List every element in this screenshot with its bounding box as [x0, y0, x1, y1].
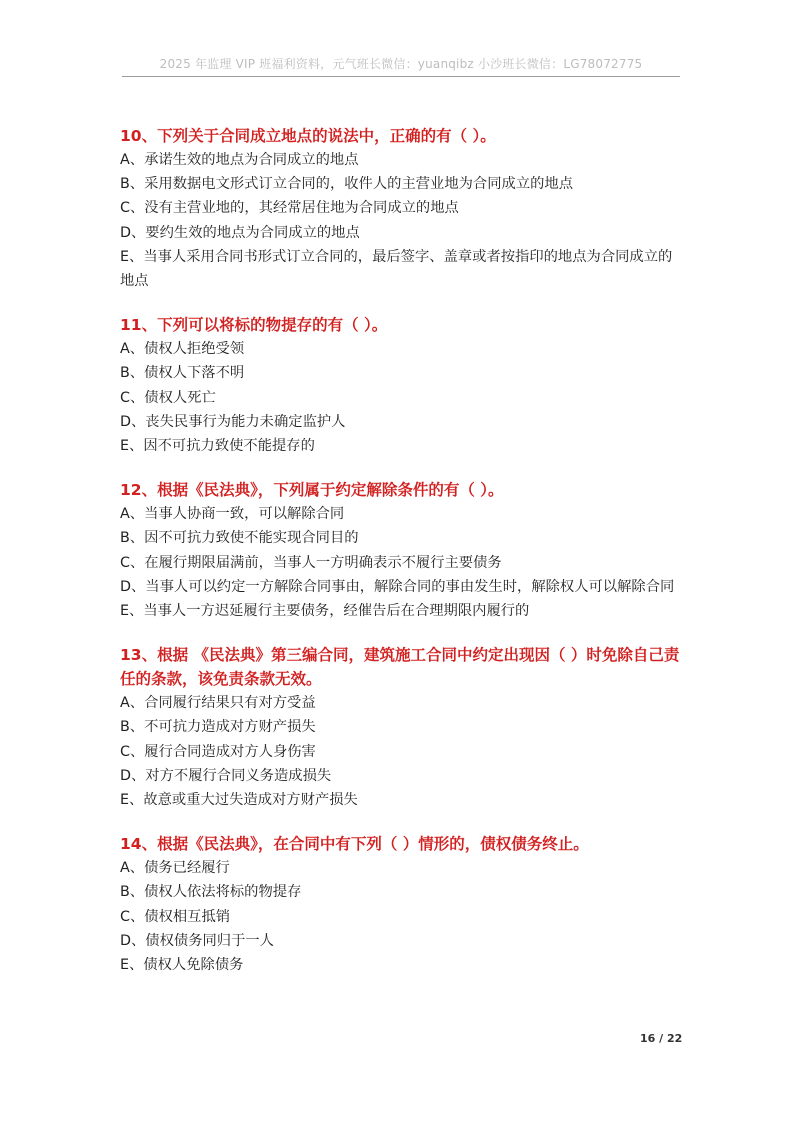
option-d: D、丧失民事行为能力未确定监护人	[120, 413, 346, 430]
option-b: B、不可抗力造成对方财产损失	[120, 719, 316, 736]
question-10	[120, 124, 686, 293]
question-title: 14、根据《民法典》，在合同中有下列（ ）情形的，债权债务终止。	[120, 835, 589, 854]
page-number: 16 / 22	[640, 1032, 683, 1045]
option-b: B、采用数据电文形式订立合同的，收件人的主营业地为合同成立的地点	[120, 176, 574, 193]
option-e: E、当事人采用合同书形式订立合同的，最后签字、盖章或者按指印的地点为合同成立的地点	[120, 248, 673, 290]
question-11	[120, 313, 686, 458]
option-c: C、没有主营业地的，其经常居住地为合同成立的地点	[120, 200, 459, 217]
option-a: A、当事人协商一致，可以解除合同	[120, 506, 345, 523]
option-e: E、因不可抗力致使不能提存的	[120, 438, 315, 455]
header-divider	[122, 76, 680, 77]
option-c: C、债权相互抵销	[120, 908, 231, 925]
option-a: A、合同履行结果只有对方受益	[120, 695, 316, 712]
option-c: C、履行合同造成对方人身伤害	[120, 743, 316, 760]
option-b: B、债权人依法将标的物提存	[120, 884, 302, 901]
question-title: 10、下列关于合同成立地点的说法中，正确的有（ ）。	[120, 127, 496, 145]
page-header: 2025 年监理 VIP 班福利资料，元气班长微信：yuanqibz 小沙班长微信：LG78072775	[159, 57, 643, 71]
option-a: A、债务已经履行	[120, 860, 230, 877]
option-e: E、债权人免除债务	[120, 957, 244, 974]
option-a: A、债权人拒绝受领	[120, 341, 245, 358]
option-c: C、在履行期限届满前，当事人一方明确表示不履行主要债务	[120, 554, 502, 571]
option-b: B、债权人下落不明	[120, 365, 245, 382]
question-title: 13、根据 《民法典》第三编合同，建筑施工合同中约定出现因（ ）时免除自己责任的条款，该免责条款无效。	[120, 646, 680, 689]
option-d: D、债权债务同归于一人	[120, 932, 274, 949]
option-a: A、承诺生效的地点为合同成立的地点	[120, 152, 359, 168]
question-12	[120, 478, 686, 623]
option-d: D、要约生效的地点为合同成立的地点	[120, 224, 360, 241]
question-14	[120, 832, 686, 977]
option-d: D、对方不履行合同义务造成损失	[120, 767, 332, 784]
option-e: E、当事人一方迟延履行主要债务，经催告后在合理期限内履行的	[120, 603, 530, 620]
question-title: 11、下列可以将标的物提存的有（ ）。	[120, 316, 388, 335]
question-list	[120, 124, 686, 997]
option-b: B、因不可抗力致使不能实现合同目的	[120, 530, 359, 547]
option-d: D、当事人可以约定一方解除合同事由，解除合同的事由发生时，解除权人可以解除合同	[120, 578, 675, 595]
question-13	[120, 643, 686, 812]
option-c: C、债权人死亡	[120, 389, 216, 406]
question-title: 12、根据《民法典》，下列属于约定解除条件的有（ ）。	[120, 481, 504, 500]
option-e: E、故意或重大过失造成对方财产损失	[120, 792, 358, 809]
